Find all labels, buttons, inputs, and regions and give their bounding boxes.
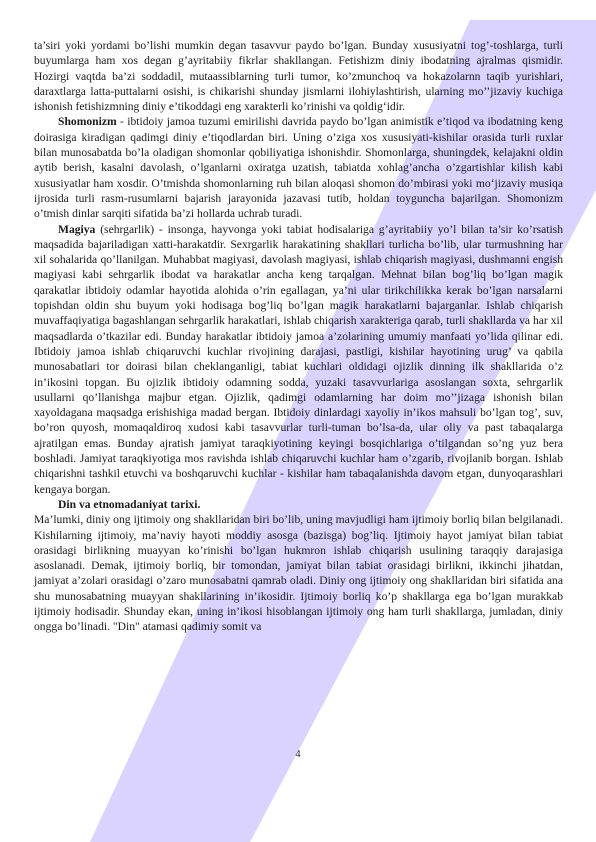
paragraph-shomonizm-text: - ibtidoiy jamoa tuzumi emirilishi davrida paydo bo’lgan animistik e’tiqod va ibodatning keng doirasiga kiradigan qadimgi diniy e’tiqodlardan biri. Uning o’ziga xos xususiyati-kishilar orasida turli ruxlar bilan munosabatda bo’la oladigan shomonlar qobiliyatiga ishonishdir. Shomonlarga, shuningdek, kelajakni oldin aytib berish, kasalni davolash, o’lganlarni oxiratga uzatish, tabiatda xohlag’ancha o’zgartishlar kilish kabi xususiyatlar ham xosdir. O’tmishda shomonlarning ruh bilan aloqasi shomon do’mbirasi yoki mo‘jizaviy musiqa ijrosida turli rasm-rusumlarni bajarish jarayonida jazavasi tutib, holdan toyguncha bajarilgan. Shomonizm o’tmish dinlar sarqiti sifatida ba’zi hollarda uchrab turadi. — [34, 115, 563, 221]
document-body — [34, 38, 563, 635]
paragraph-shomonizm — [34, 114, 563, 221]
section-heading: Din va etnomadaniyat tarixi. — [58, 497, 201, 511]
paragraph-fetishizm: ta’siri yoki yordami bo’lishi mumkin degan tasavvur paydo bo’lgan. Bunday xususiyatni tog’-toshlarga, turli buyumlarga ham xos degan g’ayritabiiy fikrlar shakllangan. Fetishizm diniy ibodatning ajralmas qismidir. Hozirgi vaqtda ba’zi soddadil, mutaassiblarning turli tumor, ko’zmunchoq va hokazolarnn taqib yurishlari, daraxtlarga latta-puttalarni osishi, is chikarishi shunday jismlarni ilohiylashtirish, ularning mo’’jizaviy kuchiga ishonish fetishizmning diniy e’tikoddagi eng xarakterli ko’rinishi va qoldig‘idir. — [34, 39, 563, 114]
paragraph-magiya — [34, 222, 563, 497]
term-shomonizm: Shomonizm — [58, 115, 117, 129]
paragraph-diniy-ong: Ma’lumki, diniy ong ijtimoiy ong shakllaridan biri bo’lib, uning mavjudligi ham ijtimoiy borliq bilan belgilanadi. Kishilarning ijtimoiy, ma’naviy hayoti moddiy asosga (bazisga) bog’liq. Ijtimoiy hayot jamiyat bilan tabiat orasidagi birlikning muayyan ko’rinishi bo’lgan hukmron ishlab chiqarish usulining taraqqiy darajasiga asoslanadi. Demak, ijtimoiy borliq, bir tomondan, jamiyat bilan tabiat orasidagi birlikni, ikkinchi jihatdan, jamiyat a’zolari orasidagi o’zaro munosabatni qamrab oladi. Diniy ong ijtimoiy ong shakllaridan biri sifatida ana shu munosabatning muayyan shakllarining in’ikosidir. Ijtimoiy borliq ko’p shakllarga ega bo’lgan murakkab ijtimoiy hodisadir. Shunday ekan, uning in’ikosi hisoblangan ijtimoiy ong ham turli shakllarga, jumladan, diniy ongga bo’linadi. "Din" atamasi qadimiy somit va — [34, 513, 563, 634]
page-number: 4 — [295, 749, 301, 760]
term-magiya: Magiya — [58, 222, 96, 236]
paragraph-magiya-text: (sehrgarlik) - insonga, hayvonga yoki tabiat hodisalariga g’ayritabiiy yo’l bilan ta’sir ko’rsatish maqsadida bajariladigan xatti-harakatdir. Sexrgarlik harakatining shakllari turlicha bo’lib, ular turmushning har xil sohalarida qo’llanilgan. Muhabbat magiyasi, davolash magiyasi, ishlab chiqarish magiyasi, dushmanni engish magiyasi kabi sehrgarlik ibodat va harakatlar ancha keng tarqalgan. Mehnat bilan bog’liq bo’lgan magik qarakatlar ibtidoiy odamlar hayotida alohida o’rin egallagan, ya’ni ular tirikchilikka kerak bo’lgan narsalarni topishdan oldin shu buyum yoki hodisaga bog’liq bo’lgan magik harakatlarni bajarganlar. Ishlab chiqarish muvaffaqiyatiga bagashlangan sehrgarlik harakatlari, ishlab chiqarish xarakteriga qarab, turli shakllarda va har xil maqsadlarda o’tkazilar edi. Bunday harakatlar ibtidoiy jamoa a’zolarining umumiy manfaati yo’lida qilinar edi. Ibtidoiy jamoa ishlab chiqaruvchi kuchlar rivojining darajasi, pastligi, kishilar hayotining urug’ va qabila munosabatlari tor doirasi bilan cheklanganligi, tabiat kuchlari oldidagi ojizlik dinning ilk shakllarida o’z in’ikosini topgan. Bu ojizlik ibtidoiy odamning sodda, yuzaki tasavvurlariga asoslangan soxta, sehrgarlik usullarni qo’llanishga majbur etgan. Ojizlik, qadimgi odamlarning har doim mo’’jizaga ishonish bilan xayoldagana maqsadga erishishiga madad bergan. Ibtidoiy dinlardagi xayoliy in’ikos mahsuli bo’lgan tog’, suv, bo’ron quyosh, momaqaldiroq xudosi kabi tasavvurlar turli-tuman bo’lsa-da, ular oliy va past tabaqalarga ajratilgan emas. Bunday ajratish jamiyat taraqkiyotining keyingi bosqichlariga o’tilgandan so’ng yuz bera boshladi. Jamiyat taraqkiyotiga mos ravishda ishlab chiqaruvchi kuchlar ham o’zgarib, rivojlanib borgan. Ishlab chiqarishni tashkil etuvchi va boshqaruvchi kuchlar - kishilar ham tabaqalanishda davom etgan, dunyoqarashlari kengaya borgan. — [34, 222, 563, 496]
